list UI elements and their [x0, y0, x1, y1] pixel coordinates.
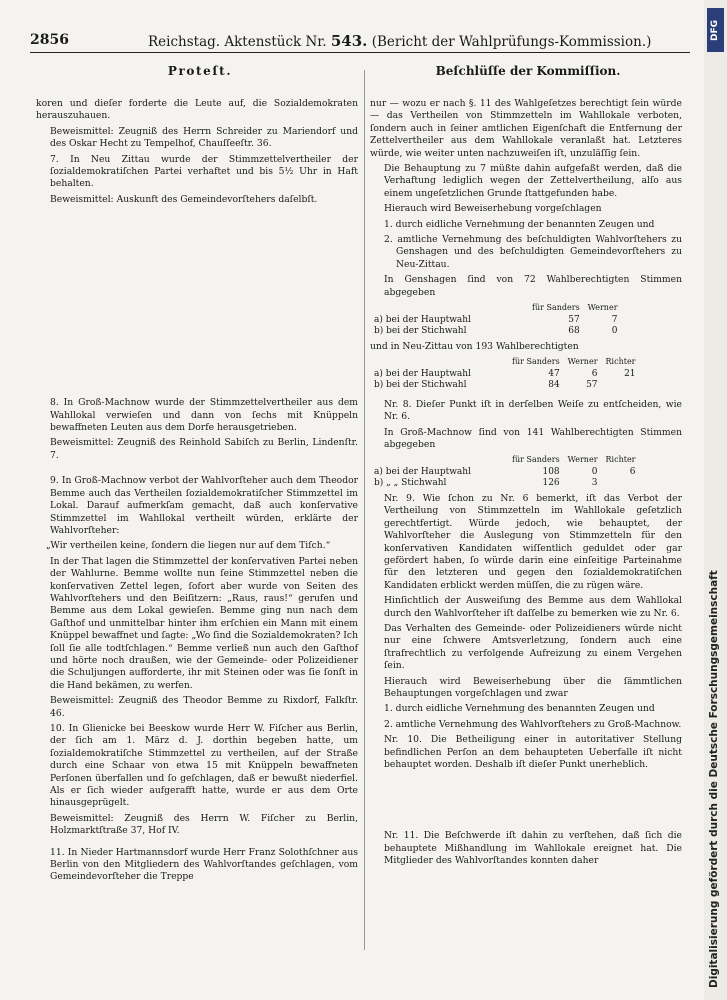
- paragraph: koren und dieſer forderte die Leute auf, die Sozialdemokraten herauszuhauen.: [36, 98, 358, 122]
- protest-block-7: [36, 98, 358, 206]
- evidence-line: Beweismittel: Zeugniß des Herrn W. Fiſcher zu Berlin, Holzmarktſtraße 37, Hof IV.: [50, 812, 358, 837]
- table-header-row: [370, 302, 622, 314]
- page-header: [30, 30, 680, 50]
- left-column-heading: Proteſt.: [167, 64, 233, 78]
- paragraph: Nr. 9. Wie ſchon zu Nr. 6 bemerkt, iſt das Verbot der Vertheilung von Stimmzetteln im Wahllokale geſetzlich gerechtfertigt. Würde jedoch, wie behauptet, der Wahlvorſteher die Auslegung von Stimmzetteln für den konſervativen Kandidaten wiſſentlich geduldet oder gar gefördert haben, ſo würde darin eine einſeitige Parteinahme für den letzteren und gegen den ſozialdemokratiſchen Kandidaten erblickt werden müſſen, die zu rügen wäre.: [384, 492, 682, 591]
- paragraph: 7. In Neu Zittau wurde der Stimmzettelvertheiler der ſozialdemokratiſchen Partei verhaftet und bis 5½ Uhr in Haft behalten.: [50, 153, 358, 190]
- decision-block-8: [370, 399, 682, 490]
- paragraph: Hinſichtlich der Ausweiſung des Bemme aus dem Wahllokal durch den Wahlvorſteher iſt daſſelbe zu bemerken wie zu Nr. 6.: [384, 595, 682, 619]
- table-cell: 57: [568, 314, 580, 325]
- table-row: [370, 380, 640, 392]
- table-header-cell: Werner: [567, 357, 598, 367]
- paragraph: 8. In Groß-Machnow wurde der Stimmzettelvertheiler aus dem Wahllokal verwieſen und dann von ſechs mit Knüppeln bewaffneten Leuten aus dem Dorfe herausgetrieben.: [50, 397, 358, 434]
- paragraph: Das Verhalten des Gemeinde- oder Polizeidieners würde nicht nur eine ſchwere Amtsverletzung, ſondern auch eine ſtrafrechtlich zu verfolgende Aufreizung zu einem Vergehen ſein.: [384, 622, 682, 672]
- paragraph: Nr. 11. Die Beſchwerde iſt dahin zu verſtehen, daß ſich die behauptete Mißhandlung im Wahllokale ereignet hat. Die Mitglieder des Wahlvorſtandes konnten daher: [384, 830, 682, 867]
- paragraph: 11. In Nieder Hartmannsdorf wurde Herr Franz Solothſchner aus Berlin von den Mitgliedern des Wahlvorſtandes geſchlagen, vom Gemeindevorſteher die Treppe: [50, 846, 358, 883]
- table-cell: 6: [591, 368, 598, 379]
- evidence-line: Beweismittel: Zeugniß des Reinhold Sabiſch zu Berlin, Lindenſtr. 7.: [50, 437, 358, 461]
- table-cell: a) bei der Hauptwahl: [374, 368, 471, 379]
- table-row: [370, 369, 640, 381]
- table-cell: 68: [568, 326, 580, 337]
- spacer: [36, 209, 358, 397]
- table-header-cell: für Sanders: [532, 303, 580, 313]
- table-row: [370, 326, 622, 338]
- table-row: [370, 467, 640, 479]
- column-divider: [364, 70, 365, 950]
- table-cell: 3: [591, 478, 598, 489]
- table-header-row: [370, 454, 640, 466]
- table-cell: 7: [611, 314, 618, 325]
- paragraph: Hierauch wird Beweiserhebung vorgeſchlagen: [384, 203, 602, 215]
- right-column: [370, 98, 682, 871]
- table-header-cell: Richter: [605, 455, 636, 465]
- table-row: [370, 315, 622, 327]
- digitization-credit: Digitalisierung gefördert durch die Deutsche Forschungsgemeinschaft: [708, 570, 720, 988]
- page-number: 2856: [30, 32, 69, 48]
- paragraph: In Groß-Machnow ſind von 141 Wahlberechtigten Stimmen abgegeben: [384, 426, 682, 450]
- table-cell: 0: [611, 326, 618, 337]
- paragraph: nur — wozu er nach §. 11 des Wahlgeſetzes berechtigt ſein würde — das Vertheilen von Stimmzetteln im Wahllokale verboten, ſondern auch in ſeiner amtlichen Eigenſchaft die Entfernung der Zettelvertheiler aus dem Wahllokale veranlaßt hat. Letzteres würde, wie weiter unten nachzuweiſen iſt, unzuläſſig ſein.: [370, 98, 682, 159]
- paragraph: 9. In Groß-Machnow verbot der Wahlvorſteher auch dem Theodor Bemme auch das Vertheilen ſozialdemokratiſcher Stimmzettel im Lokal. Darauf aufmerkſam gemacht, daß auch konſervative Stimmzettel im Wahllokal vertheilt würden, erklärte der Wahlvorſteher:: [50, 475, 358, 536]
- table-header-cell: Richter: [605, 357, 636, 367]
- protest-block-8: [36, 397, 358, 462]
- table-cell: a) bei der Hauptwahl: [374, 314, 471, 325]
- table-cell: a) bei der Hauptwahl: [374, 466, 471, 477]
- table-cell: 21: [624, 368, 636, 379]
- table-header-cell: Werner: [587, 303, 618, 313]
- header-title-prefix: Reichstag. Aktenstück Nr.: [148, 34, 327, 50]
- table-header-cell: [370, 356, 508, 368]
- decision-block-7: [370, 98, 682, 392]
- protest-block-9: [36, 475, 358, 720]
- table-header-cell: [370, 302, 528, 314]
- table-cell: [602, 380, 640, 392]
- left-column: [36, 98, 358, 887]
- list-item: 1. durch eidliche Vernehmung der benannten Zeugen und: [384, 218, 655, 230]
- right-column-heading: Beſchlüſſe der Kommiſſion.: [435, 64, 621, 78]
- table-cell: 57: [586, 380, 598, 391]
- list-item: 2. amtliche Vernehmung des Wahlvorſtehers zu Groß-Machnow.: [384, 718, 682, 730]
- table-cell: [602, 478, 640, 490]
- protest-block-11: [36, 847, 358, 884]
- table-cell: 84: [548, 380, 560, 391]
- header-title: [148, 32, 651, 50]
- paragraph: und in Neu-Zittau von 193 Wahlberechtigten: [370, 340, 579, 352]
- table-header-row: [370, 356, 640, 368]
- vote-table-neu-zittau: [370, 356, 640, 392]
- decision-block-11: [370, 830, 682, 867]
- table-cell: b) bei der Stichwahl: [374, 326, 467, 337]
- table-cell: b) „ „ Stichwahl: [374, 478, 447, 489]
- list-item: 1. durch eidliche Vernehmung des benannten Zeugen und: [384, 703, 655, 715]
- table-header-cell: für Sanders: [512, 455, 560, 465]
- paragraph: Die Behauptung zu 7 müßte dahin aufgefaßt werden, daß die Verhaftung lediglich wegen der Zettelvertheilung, alſo aus einem ungeſetzlichen Grunde ſtattgefunden habe.: [384, 163, 682, 199]
- table-cell: 6: [629, 466, 636, 477]
- quote: „Wir vertheilen keine, ſondern die liegen nur auf dem Tiſch.“: [46, 540, 331, 552]
- dfg-logo: DFG: [707, 8, 724, 52]
- evidence-line: Beweismittel: Auskunft des Gemeindevorſtehers daſelbſt.: [50, 193, 318, 205]
- paragraph: 10. In Glienicke bei Beeskow wurde Herr W. Fiſcher aus Berlin, der ſich am 1. März d. J. dorthin begeben hatte, um ſozialdemokratiſche Stimmzettel zu vertheilen, auf der Straße durch eine Schaar von etwa 15 mit Knüppeln bewaffneten Perſonen überfallen und ſo geſchlagen, daß er bewußt niederfiel. Als er ſich wieder aufgerafft hatte, wurde er aus dem Orte hinausgeprügelt.: [50, 723, 358, 809]
- evidence-line: Beweismittel: Zeugniß des Herrn Schreider zu Mariendorf und des Oskar Hecht zu Tempelhof, Chauſſeeſtr. 36.: [50, 125, 358, 150]
- paragraph: In Genshagen ſind von 72 Wahlberechtigten Stimmen abgegeben: [384, 274, 682, 298]
- table-cell: b) bei der Stichwahl: [374, 380, 467, 391]
- paragraph: In der That lagen die Stimmzettel der konſervativen Partei neben der Wahlurne. Bemme wollte nun ſeine Stimmzettel neben die konſervativen Zettel legen, ſofort aber wurde von Seiten des Wahlvorſtehers und den Beiſitzern: „Raus, raus!“ gerufen und Bemme aus dem Lokal gewieſen. Bemme ging nun nach dem Gaſthof und unmittelbar hinter ihm erſchien ein Mann mit einem Knüppel bewaffnet und ſagte: „Wo ſind die Sozialdemokraten? Ich ſoll ſie alle todtſchlagen.“ Bemme verließ nun auch den Gaſthof und hörte noch draußen, wie der Gemeinde- oder Polizeidiener die Schuljungen aufforderte, ihr mit Steinen oder was ſie ſonſt in die Hand bekämen, zu werfen.: [50, 555, 358, 691]
- table-row: [370, 478, 640, 490]
- spacer: [370, 774, 682, 830]
- evidence-line: Beweismittel: Zeugniß des Theodor Bemme zu Rixdorf, Falkſtr. 46.: [50, 695, 358, 719]
- vote-table-genshagen: [370, 302, 622, 338]
- table-cell: 108: [542, 466, 560, 477]
- table-header-cell: [370, 454, 508, 466]
- header-title-suffix: (Bericht der Wahlprüfungs-Kommission.): [371, 34, 652, 50]
- table-cell: 0: [591, 466, 598, 477]
- decision-block-9-10: [370, 493, 682, 772]
- table-cell: 126: [542, 478, 560, 489]
- vote-table-gross-machnow: [370, 454, 640, 490]
- document-number: 543.: [330, 32, 368, 50]
- spacer: [36, 465, 358, 475]
- table-header-cell: für Sanders: [512, 357, 560, 367]
- protest-block-10: [36, 723, 358, 838]
- paragraph: Nr. 8. Dieſer Punkt iſt in derſelben Weiſe zu entſcheiden, wie Nr. 6.: [384, 398, 682, 423]
- paragraph: Nr. 10. Die Betheiligung einer in autoritativer Stellung befindlichen Perſon an dem behaupteten Ueberfalle iſt nicht behauptet worden. Deshalb iſt dieſer Punkt unerheblich.: [384, 734, 682, 771]
- table-header-cell: Werner: [567, 455, 598, 465]
- paragraph: Hierauch wird Beweiserhebung über die ſämmtlichen Behauptungen vorgeſchlagen und zwar: [384, 675, 682, 699]
- table-cell: 47: [548, 368, 560, 379]
- header-rule: [30, 52, 690, 53]
- list-item: 2. amtliche Vernehmung des beſchuldigten Wahlvorſtehers zu Genshagen und des beſchuldigten Gemeindevorſtehers zu Neu-Zittau.: [384, 234, 682, 270]
